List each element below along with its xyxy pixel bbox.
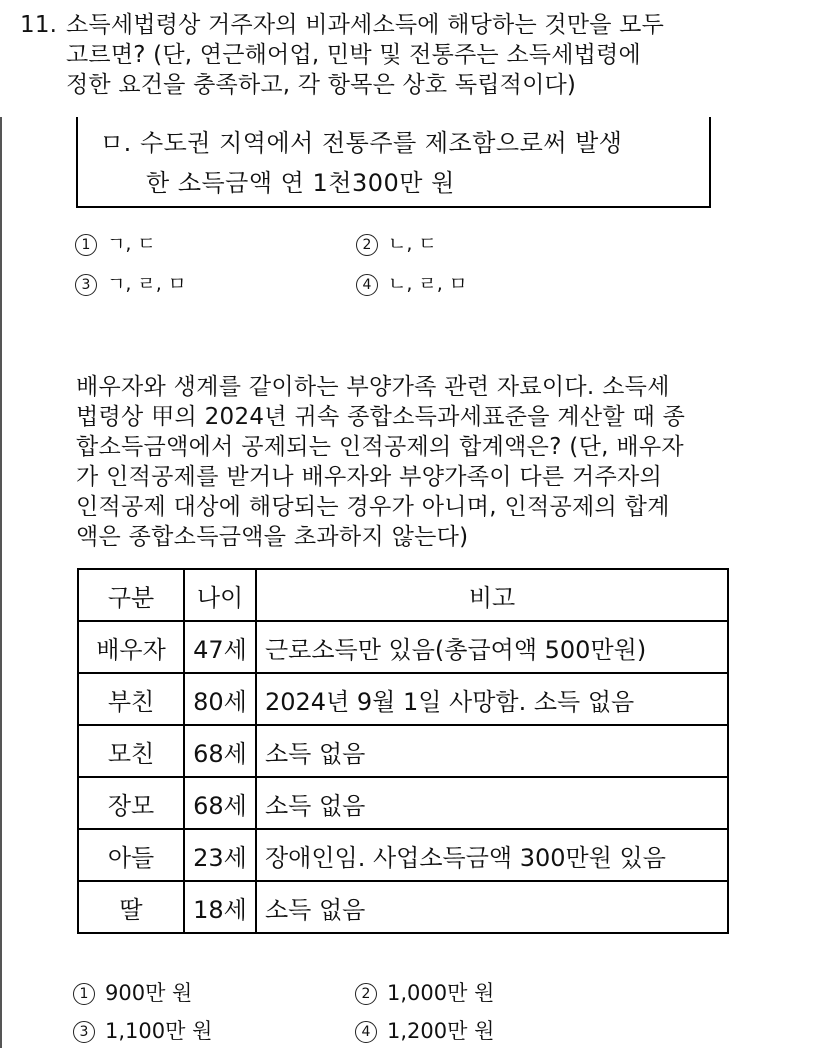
age-cell: 68세	[184, 777, 256, 829]
relation-cell: 부친	[78, 673, 184, 725]
question-passage	[76, 372, 776, 552]
table-row	[78, 829, 728, 881]
note-cell: 소득 없음	[256, 777, 728, 829]
relation-cell: 딸	[78, 881, 184, 933]
table-row	[78, 673, 728, 725]
table-row	[78, 621, 728, 673]
note-cell: 2024년 9월 1일 사망함. 소득 없음	[256, 673, 728, 725]
relation-cell: 장모	[78, 777, 184, 829]
relation-cell: 모친	[78, 725, 184, 777]
statement-item-line-1: ㅁ. 수도권 지역에서 전통주를 제조함으로써 발생	[100, 129, 623, 157]
passage-line: 법령상 甲의 2024년 귀속 종합소득과세표준을 계산할 때 종	[76, 404, 686, 430]
answer-option-text: 1,000만 원	[387, 981, 495, 1005]
question-stem-line-1: 소득세법령상 거주자의 비과세소득에 해당하는 것만을 모두	[66, 12, 665, 38]
passage-line: 가 인적공제를 받거나 배우자와 부양가족이 다른 거주자의	[76, 464, 663, 490]
answer-option-3[interactable]	[73, 1017, 212, 1045]
header-cell: 구분	[78, 569, 184, 621]
question-stem-line-3: 정한 요건을 충족하고, 각 항목은 상호 독립적이다)	[66, 72, 577, 98]
table-header-row	[78, 569, 728, 621]
table-row	[78, 881, 728, 933]
circled-number-icon: 3	[73, 1021, 95, 1043]
note-cell: 소득 없음	[256, 881, 728, 933]
note-cell: 장애인임. 사업소득금액 300만원 있음	[256, 829, 728, 881]
answer-option-4[interactable]	[356, 272, 467, 296]
answer-option-text: ㄱ, ㄷ	[107, 233, 156, 255]
answer-option-2[interactable]	[356, 232, 437, 256]
age-cell: 47세	[184, 621, 256, 673]
answer-option-text: ㄴ, ㄹ, ㅁ	[388, 273, 468, 295]
age-cell: 68세	[184, 725, 256, 777]
answer-option-3[interactable]	[75, 272, 186, 296]
circled-number-icon: 2	[356, 234, 378, 256]
circled-number-icon: 1	[75, 234, 97, 256]
answer-option-text: 900만 원	[105, 981, 193, 1005]
note-cell: 근로소득만 있음(총급여액 500만원)	[256, 621, 728, 673]
circled-number-icon: 1	[73, 983, 95, 1005]
age-cell: 18세	[184, 881, 256, 933]
passage-line: 액은 종합소득금액을 초과하지 않는다)	[76, 524, 469, 550]
age-cell: 80세	[184, 673, 256, 725]
note-cell: 소득 없음	[256, 725, 728, 777]
answer-option-2[interactable]	[355, 979, 494, 1007]
answer-option-text: ㄱ, ㄹ, ㅁ	[107, 273, 187, 295]
answer-option-4[interactable]	[355, 1017, 494, 1045]
question-number: 11.	[20, 12, 58, 38]
circled-number-icon: 2	[355, 983, 377, 1005]
statement-box	[76, 117, 711, 208]
circled-number-icon: 3	[75, 274, 97, 296]
answer-option-text: 1,200만 원	[387, 1019, 495, 1043]
circled-number-icon: 4	[356, 274, 378, 296]
answer-option-text: 1,100만 원	[105, 1019, 213, 1043]
passage-line: 인적공제 대상에 해당되는 경우가 아니며, 인적공제의 합계	[76, 494, 670, 520]
table-row	[78, 725, 728, 777]
age-cell: 23세	[184, 829, 256, 881]
table-row	[78, 777, 728, 829]
relation-cell: 아들	[78, 829, 184, 881]
passage-line: 합소득금액에서 공제되는 인적공제의 합계액은? (단, 배우자	[76, 434, 684, 460]
circled-number-icon: 4	[355, 1021, 377, 1043]
question-stem-line-2: 고르면? (단, 연근해어업, 민박 및 전통주는 소득세법령에	[66, 42, 641, 68]
header-cell: 나이	[184, 569, 256, 621]
answer-option-text: ㄴ, ㄷ	[388, 233, 437, 255]
relation-cell: 배우자	[78, 621, 184, 673]
column-divider	[0, 117, 2, 1048]
answer-option-1[interactable]	[75, 232, 156, 256]
dependents-table	[77, 568, 729, 934]
header-cell: 비고	[256, 569, 728, 621]
statement-item-line-2: 한 소득금액 연 1천300만 원	[146, 169, 455, 197]
passage-line: 배우자와 생계를 같이하는 부양가족 관련 자료이다. 소득세	[76, 374, 670, 400]
answer-option-1[interactable]	[73, 979, 192, 1007]
